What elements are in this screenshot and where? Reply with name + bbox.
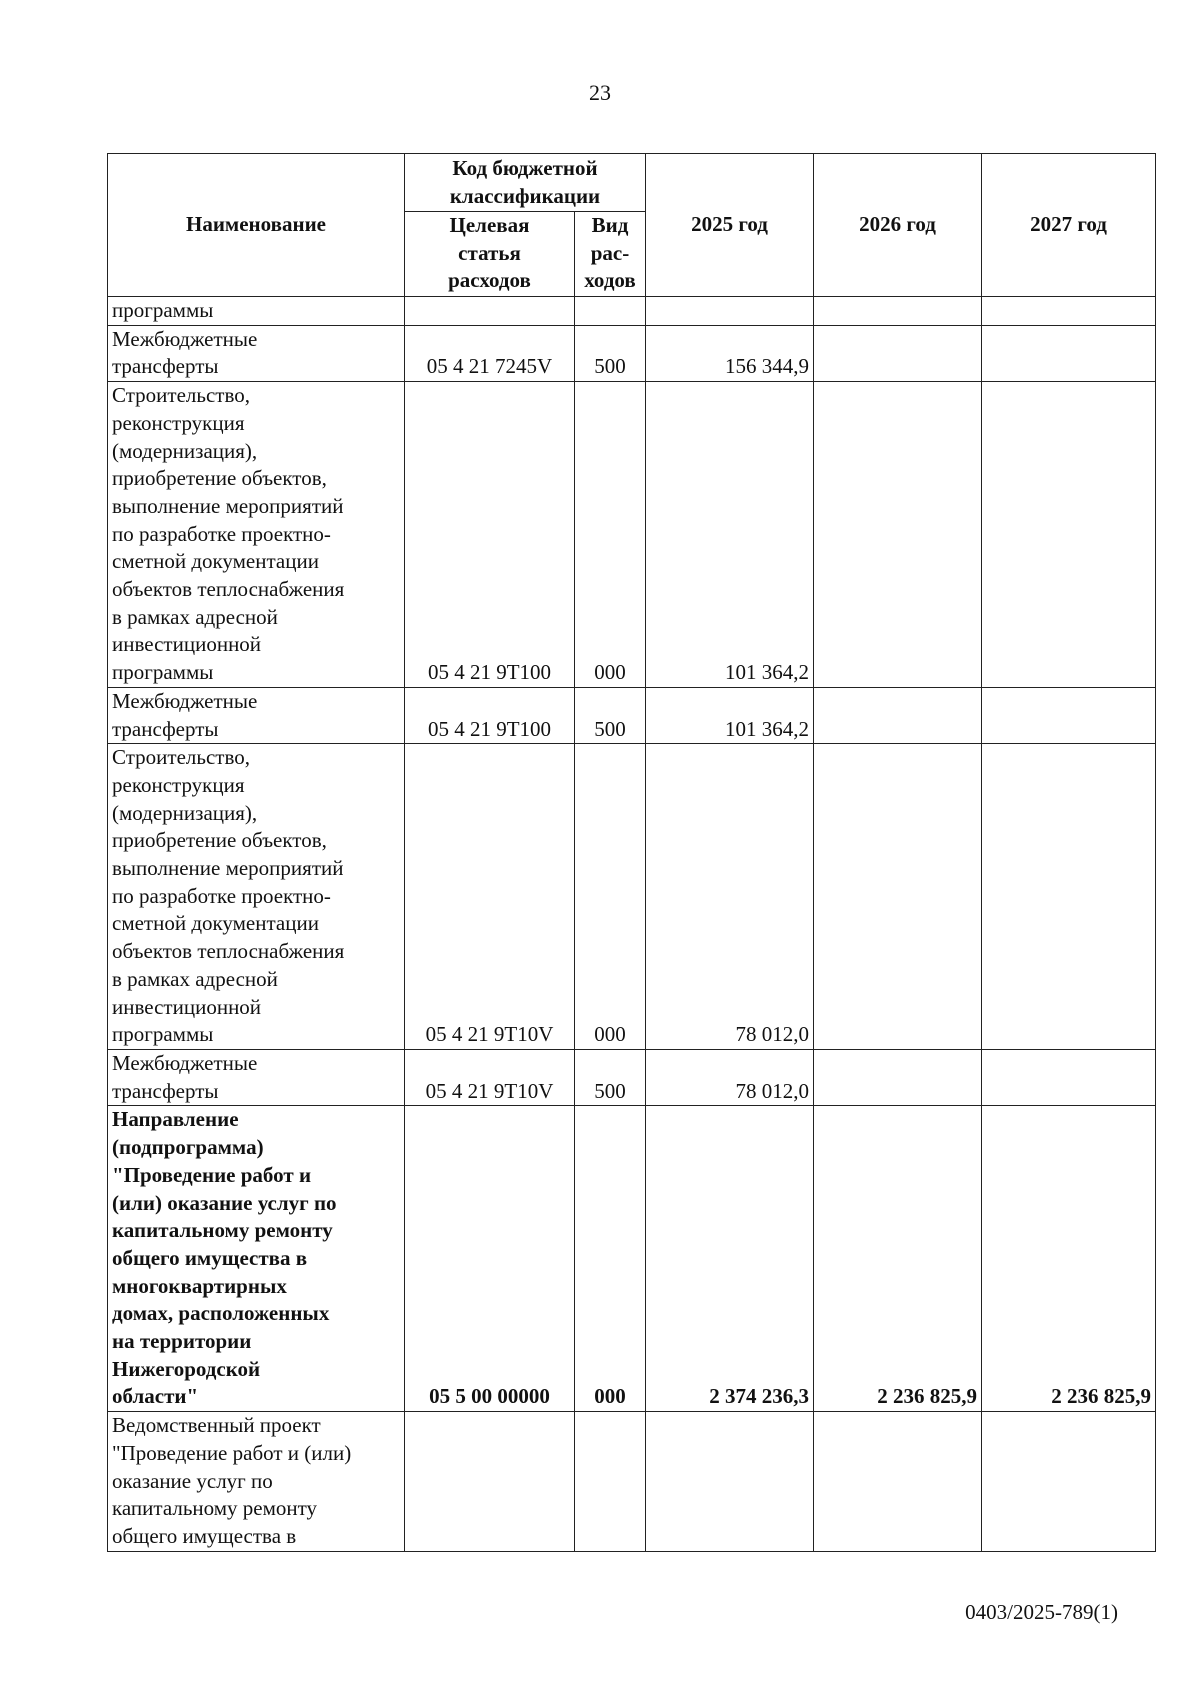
row-expense-type-cell: 500 — [575, 687, 646, 743]
row-target-article-cell: 05 4 21 9T10V — [405, 744, 575, 1050]
row-2026-cell — [814, 744, 982, 1050]
table-row — [108, 1049, 1156, 1105]
row-2027-cell — [982, 1049, 1156, 1105]
header-expense-type: Вид рас- ходов — [575, 212, 646, 297]
row-2025-cell — [646, 297, 814, 326]
row-2025-cell: 78 012,0 — [646, 744, 814, 1050]
row-target-article-cell: 05 4 21 9T10V — [405, 1049, 575, 1105]
row-2026-cell — [814, 382, 982, 688]
table-body — [108, 297, 1156, 1552]
row-2027-cell — [982, 1412, 1156, 1552]
row-expense-type-cell: 500 — [575, 325, 646, 381]
header-budget-classification-code: Код бюджетной классификации — [405, 154, 646, 212]
row-2025-cell: 78 012,0 — [646, 1049, 814, 1105]
header-year-2027: 2027 год — [982, 154, 1156, 297]
row-target-article-cell: 05 4 21 9T100 — [405, 382, 575, 688]
row-target-article-cell — [405, 1412, 575, 1552]
row-2027-cell — [982, 382, 1156, 688]
row-name-cell: Строительство, реконструкция (модернизация), приобретение объектов, выполнение мероприятий по разработке проектно- сметной документации объектов теплоснабжения в рамках адресной инвестиционной программы — [108, 382, 405, 688]
row-2026-cell — [814, 325, 982, 381]
row-name-cell: Строительство, реконструкция (модернизация), приобретение объектов, выполнение мероприятий по разработке проектно- сметной документации объектов теплоснабжения в рамках адресной инвестиционной программы — [108, 744, 405, 1050]
budget-table — [107, 153, 1156, 1552]
header-year-2025: 2025 год — [646, 154, 814, 297]
row-2025-cell: 2 374 236,3 — [646, 1106, 814, 1412]
row-expense-type-cell — [575, 1412, 646, 1552]
row-2025-cell — [646, 1412, 814, 1552]
row-2026-cell — [814, 1412, 982, 1552]
row-2027-cell — [982, 325, 1156, 381]
row-target-article-cell: 05 4 21 9T100 — [405, 687, 575, 743]
row-expense-type-cell: 000 — [575, 1106, 646, 1412]
row-name-cell: Межбюджетные трансферты — [108, 1049, 405, 1105]
row-target-article-cell: 05 4 21 7245V — [405, 325, 575, 381]
row-name-cell: Межбюджетные трансферты — [108, 325, 405, 381]
row-2027-cell — [982, 297, 1156, 326]
table-row — [108, 297, 1156, 326]
table-row — [108, 325, 1156, 381]
table-row — [108, 382, 1156, 688]
row-name-cell: Ведомственный проект "Проведение работ и (или) оказание услуг по капитальному ремонту общего имущества в — [108, 1412, 405, 1552]
row-target-article-cell — [405, 297, 575, 326]
table-row — [108, 1412, 1156, 1552]
header-year-2026: 2026 год — [814, 154, 982, 297]
row-name-cell: Направление (подпрограмма) "Проведение работ и (или) оказание услуг по капитальному ремонту общего имущества в многоквартирных домах, расположенных на территории Нижегородской области" — [108, 1106, 405, 1412]
row-2026-cell — [814, 297, 982, 326]
table-row — [108, 1106, 1156, 1412]
table-row — [108, 744, 1156, 1050]
header-target-article: Целевая статья расходов — [405, 212, 575, 297]
row-expense-type-cell: 000 — [575, 744, 646, 1050]
row-2025-cell: 156 344,9 — [646, 325, 814, 381]
row-expense-type-cell — [575, 297, 646, 326]
row-2025-cell: 101 364,2 — [646, 382, 814, 688]
row-2027-cell — [982, 744, 1156, 1050]
table-header — [108, 154, 1156, 297]
page-number: 23 — [589, 80, 611, 105]
row-2027-cell — [982, 687, 1156, 743]
row-2025-cell: 101 364,2 — [646, 687, 814, 743]
row-2026-cell — [814, 687, 982, 743]
row-name-cell: Межбюджетные трансферты — [108, 687, 405, 743]
document-code: 0403/2025-789(1) — [965, 1600, 1118, 1624]
header-name: Наименование — [108, 154, 405, 297]
row-name-cell: программы — [108, 297, 405, 326]
row-2026-cell: 2 236 825,9 — [814, 1106, 982, 1412]
table-row — [108, 687, 1156, 743]
row-expense-type-cell: 000 — [575, 382, 646, 688]
row-2026-cell — [814, 1049, 982, 1105]
row-expense-type-cell: 500 — [575, 1049, 646, 1105]
row-2027-cell: 2 236 825,9 — [982, 1106, 1156, 1412]
row-target-article-cell: 05 5 00 00000 — [405, 1106, 575, 1412]
